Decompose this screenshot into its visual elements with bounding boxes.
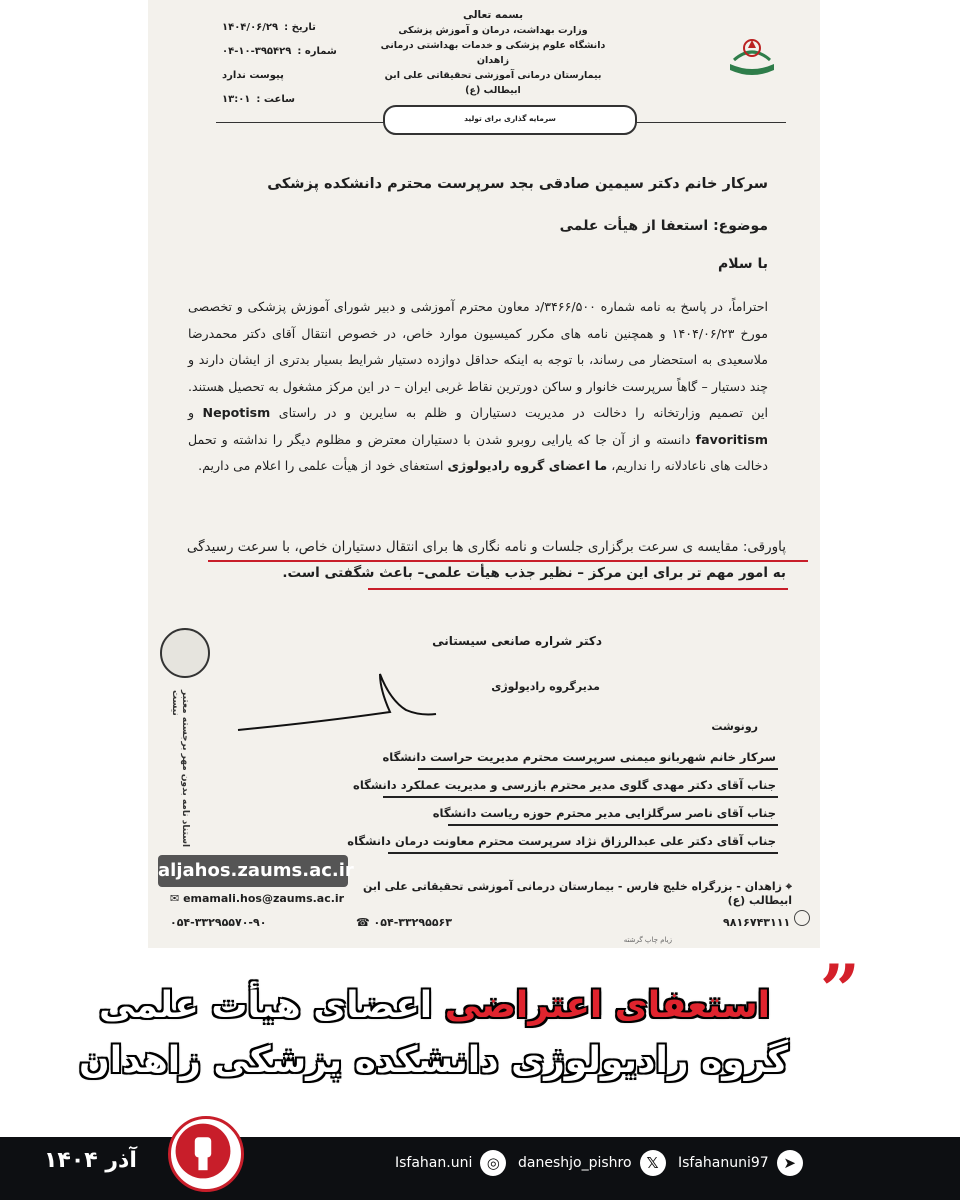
signer-name: دکتر شراره صانعی سیستانی [432,634,602,648]
time-label: ساعت : [256,94,295,105]
university-emblem [702,30,802,78]
printed-note: زیام چاپ گرشته [623,936,672,944]
letter-meta [222,16,362,112]
x-icon: 𝕏 [640,1150,666,1176]
email-icon: ✉ [170,892,180,905]
ministry-name: وزارت بهداشت، درمان و آموزش پزشکی [398,25,588,36]
instagram-text: Isfahan.uni [395,1155,473,1171]
cc-item: سرکار خانم شهربانو میمنی سرپرست محترم مدیریت حراست دانشگاه [382,750,776,764]
addressee: سرکار خانم دکتر سیمین صادقی بجد سرپرست محترم دانشکده پزشکی [267,176,768,192]
attachment-label: پیوست ندارد [222,70,284,81]
headline-white: اعضای هیأت علمی [98,985,433,1026]
website-label: aljahos.zaums.ac.ir [158,855,348,887]
footnote-line-1: پاورقی: مقایسه ی سرعت برگزاری جلسات و نامه نگاری ها برای انتقال دستیاران خاص، با سرعت رسیدگی [186,539,786,555]
telegram-handle[interactable] [678,1150,803,1176]
emblem-icon [724,30,780,78]
time-value: ۱۳:۰۱ [222,94,251,105]
body-part-2: دانسته و از آن جا که یارایی روبرو شدن با دستیاران معترض و مظلوم دیگر را نداشته و تحمل دخالت های ناعادلانه را نداریم، [188,431,768,473]
nepotism-term: Nepotism [202,405,271,420]
quote-mark-icon: ” [819,949,860,1032]
headline-line-2: گروه رادیولوژی دانشکده پزشکی زاهدان [78,1040,788,1081]
x-handle[interactable] [518,1150,666,1176]
date-label: تاریخ : [284,22,316,33]
email-address [170,892,344,905]
seal-stamp [160,628,210,678]
body-bold: ما اعضای گروه رادیولوژی [447,458,608,473]
cc-rule [388,852,778,854]
headline-line-1 [99,985,770,1026]
fist-logo-icon [171,1119,235,1183]
bismillah: بسمه تعالی [462,9,524,21]
postal-address [332,880,792,907]
postal-code-text: ۹۸۱۶۷۴۳۱۱۱ [723,916,791,929]
slogan-banner: سرمایه گذاری برای تولید [383,105,637,135]
body-part-3: استعفای خود از هیأت علمی را اعلام می داریم. [198,458,444,473]
x-text: daneshjo_pishro [518,1155,632,1171]
number-label: شماره : [297,46,337,57]
telegram-text: Isfahanuni97 [678,1155,769,1171]
footnote-underline-1 [208,560,808,562]
date-value: ۱۴۰۴/۰۶/۲۹ [222,22,279,33]
postal-code [723,910,810,929]
cc-item: جناب آقای دکتر علی عبدالرزاق نژاد سرپرست محترم معاونت درمان دانشگاه [347,834,776,848]
cc-title: رونوشت [711,720,758,733]
hospital-name: بیمارستان درمانی آموزشی تحقیقاتی علی ابن ابیطالب (ع) [384,70,602,96]
phone-2: ۰۵۴-۳۳۲۹۵۵۷۰-۹۰ [170,916,267,929]
footnote-underline-2 [368,588,788,590]
handwritten-signature [230,670,440,740]
cc-rule [383,796,778,798]
phone-1 [356,916,452,929]
email-text: emamali.hos@zaums.ac.ir [183,892,345,905]
cc-rule [448,824,778,826]
letter-document [148,0,820,948]
subject: موضوع: استعفا از هیأت علمی [559,218,768,234]
issue-date: آذر ۱۴۰۴ [44,1148,137,1173]
vertical-stamp-text: استناد نامه بدون مهر برجسته معتبر نیست [170,690,190,848]
body-and: و [188,405,195,420]
cc-rule [418,768,778,770]
brand-logo [168,1116,244,1192]
phone-1-text: ۰۵۴-۳۳۲۹۵۵۶۳ [373,916,452,929]
footnote-line-2: به امور مهم تر برای این مرکز – نظیر جذب هیأت علمی– باعث شگفتی است. [282,565,786,581]
greeting: با سلام [717,256,768,272]
address-text: زاهدان - بزرگراه خلیج فارس - بیمارستان درمانی آموزشی تحقیقاتی علی ابن ابیطالب (ع) [363,880,792,907]
body-part-1: احتراماً، در پاسخ به نامه شماره ۳۴۶۶/۵۰۰/د معاون محترم آموزشی و دبیر شورای آموزش پزشکی و تخصصی مورخ ۱۴۰۴/۰۶/۲۳ و همچنین نامه های مکرر کمیسیون موارد خاص، در خصوص انتقال آقای دکتر محمدرضا ملاسعیدی به استحضار می رساند، با توجه به اینکه حداقل دوازده دستیار شرایط بسیار بدتری از ایشان دارند و چند دستیار – گاهاً سرپرست خانوار و ساکن دورترین نقاط غربی ایران – در این مرکز مشغول به تحصیل هستند. این تصمیم وزارتخانه را دخالت در مدیریت دستیاران و ظلم به سایرین و در راستای [188,299,769,420]
cc-item: جناب آقای ناصر سرگلزایی مدیر محترم حوزه ریاست دانشگاه [432,806,776,820]
mailbox-icon [794,910,810,926]
signer-title: مدیرگروه رادیولوژی [491,680,600,693]
favoritism-term: favoritism [695,431,768,447]
headline-red: استعفای اعتراضی [444,985,770,1026]
instagram-handle[interactable] [395,1150,506,1176]
letterhead [373,8,613,98]
telegram-icon: ➤ [777,1150,803,1176]
cc-item: جناب آقای دکتر مهدی گلوی مدیر محترم بازرسی و مدیریت عملکرد دانشگاه [353,778,776,792]
letter-body [188,294,768,480]
instagram-icon: ◎ [480,1150,506,1176]
number-value: ۰۴-۱۰-۳۹۵۴۲۹ [222,46,292,57]
location-pin-icon: ⌖ [785,880,792,893]
fax-icon: ☎ [356,916,370,929]
university-name: دانشگاه علوم پزشکی و خدمات بهداشتی درمانی زاهدان [380,40,606,66]
